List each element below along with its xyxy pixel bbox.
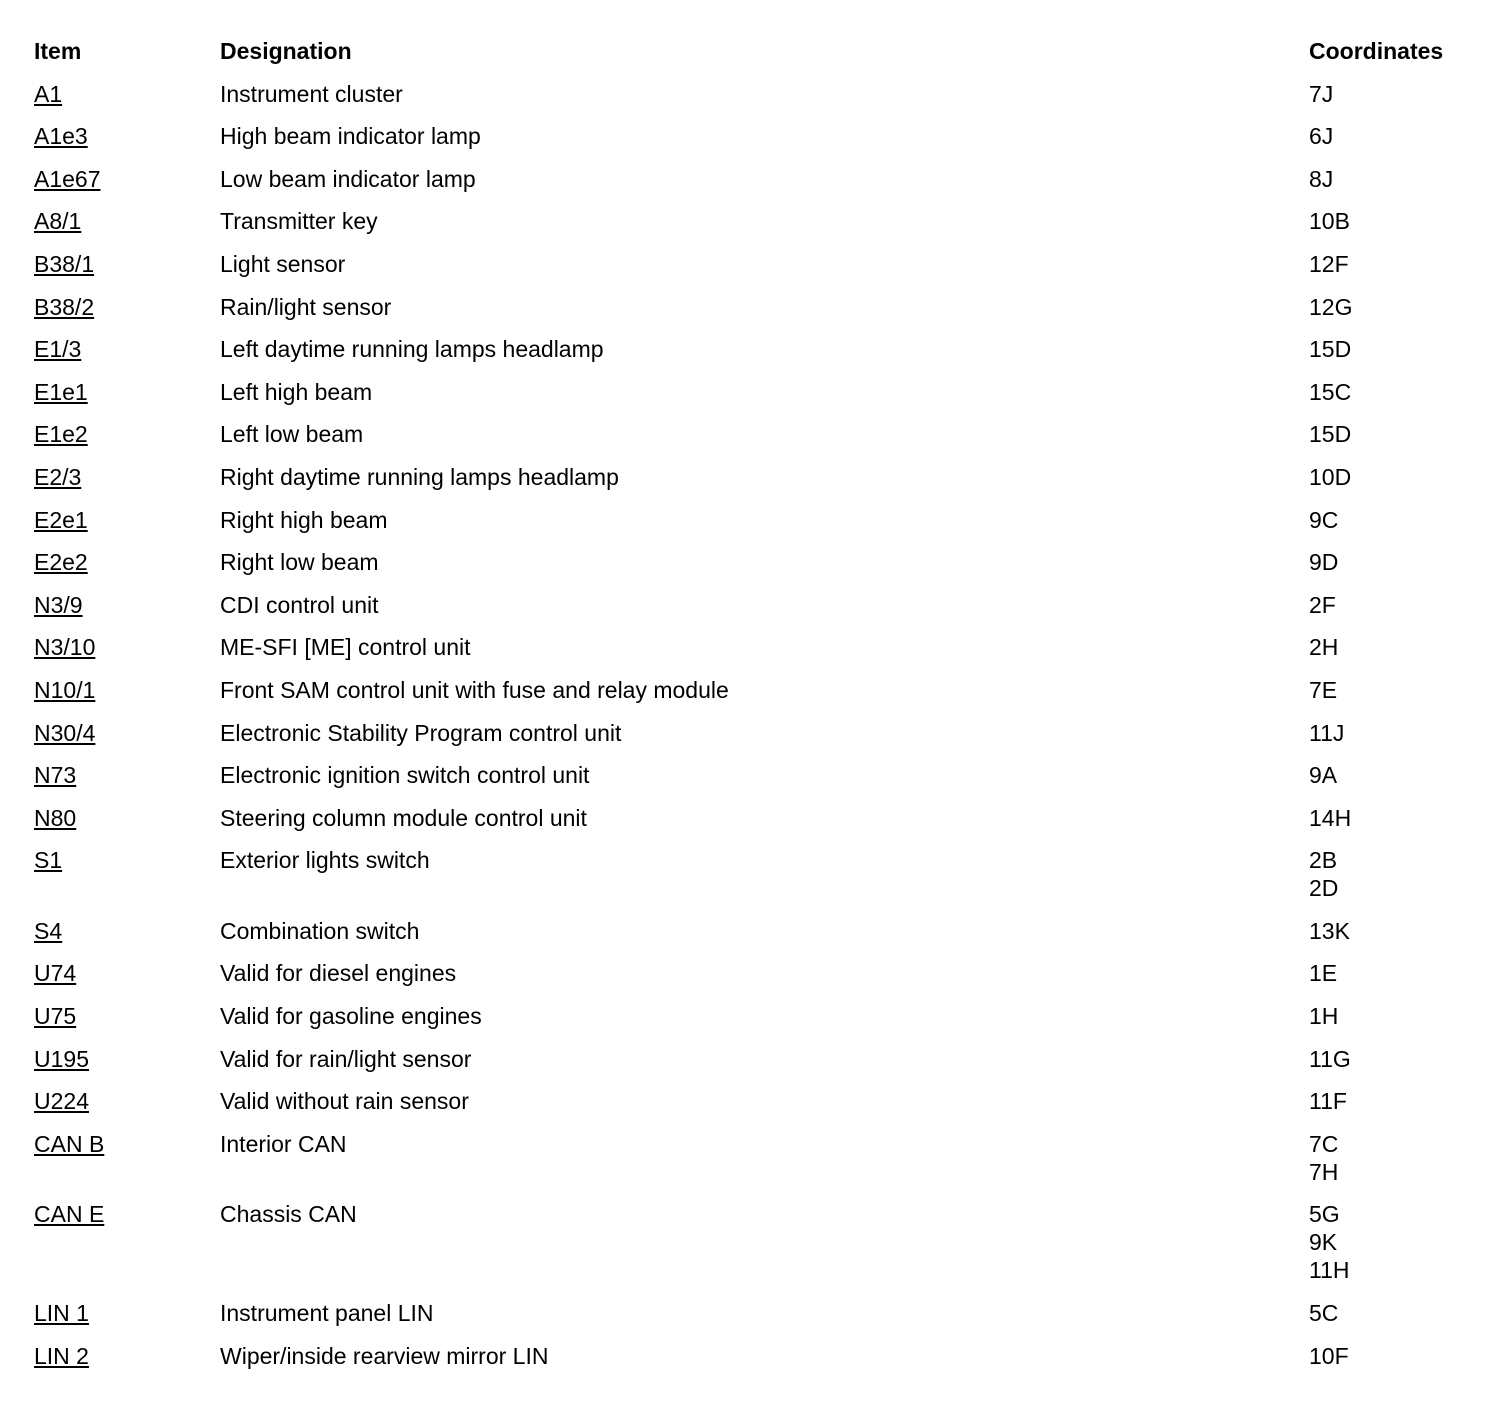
item-link[interactable]: A1	[34, 80, 63, 107]
coordinate-value: 2B	[1309, 847, 1338, 874]
coordinate-value: 15D	[1309, 421, 1352, 448]
item-cell	[34, 633, 220, 661]
table-row	[34, 165, 1474, 208]
table-row	[34, 917, 1474, 960]
coordinates-cell	[1309, 165, 1474, 193]
coordinate-value: 7C	[1309, 1130, 1339, 1157]
table-row	[34, 80, 1474, 123]
designation-cell: Left daytime running lamps headlamp	[220, 336, 604, 363]
coordinate-value: 9A	[1309, 762, 1338, 789]
designation-cell: Front SAM control unit with fuse and relay module	[220, 676, 729, 703]
coordinate-value: 7H	[1309, 1158, 1339, 1185]
table-row	[34, 804, 1474, 847]
item-link[interactable]: U195	[34, 1045, 89, 1072]
coordinate-value: 9C	[1309, 506, 1339, 533]
designation-cell: Left low beam	[220, 421, 364, 448]
table-row	[34, 335, 1474, 378]
item-link[interactable]: N30/4	[34, 719, 96, 746]
designation-cell: Right high beam	[220, 506, 388, 533]
table-row	[34, 506, 1474, 549]
coordinates-cell	[1309, 250, 1474, 278]
coordinates-cell	[1309, 1130, 1474, 1186]
item-cell	[34, 250, 220, 278]
designation-cell: Rain/light sensor	[220, 293, 392, 320]
item-link[interactable]: CAN E	[34, 1201, 105, 1228]
coordinate-value: 10D	[1309, 463, 1352, 490]
coordinate-value: 5C	[1309, 1300, 1339, 1327]
table-row	[34, 463, 1474, 506]
coordinates-cell	[1309, 1200, 1474, 1284]
item-link[interactable]: U74	[34, 960, 77, 987]
coordinates-cell	[1309, 719, 1474, 747]
item-cell	[34, 1299, 220, 1327]
coordinates-cell	[1309, 591, 1474, 619]
table-row	[34, 1200, 1474, 1299]
coordinates-cell	[1309, 804, 1474, 832]
table-row	[34, 1002, 1474, 1045]
item-cell	[34, 1087, 220, 1115]
table-row	[34, 1130, 1474, 1201]
table-row	[34, 250, 1474, 293]
coordinate-value: 10F	[1309, 1342, 1349, 1369]
item-link[interactable]: N80	[34, 804, 77, 831]
coordinate-value: 6J	[1309, 123, 1334, 150]
table-row	[34, 1045, 1474, 1088]
designation-cell: High beam indicator lamp	[220, 123, 481, 150]
coordinate-value: 2F	[1309, 591, 1336, 618]
table-row	[34, 420, 1474, 463]
item-cell	[34, 1002, 220, 1030]
coordinate-value: 2H	[1309, 634, 1339, 661]
item-cell	[34, 1200, 220, 1228]
item-cell	[34, 761, 220, 789]
coordinate-value: 15C	[1309, 378, 1352, 405]
item-link[interactable]: E1/3	[34, 336, 82, 363]
coordinates-cell	[1309, 1002, 1474, 1030]
designation-cell: Chassis CAN	[220, 1201, 357, 1228]
item-link[interactable]: N10/1	[34, 676, 96, 703]
coordinate-value: 12G	[1309, 293, 1353, 320]
item-cell	[34, 917, 220, 945]
coordinates-cell	[1309, 846, 1474, 902]
item-cell	[34, 207, 220, 235]
header-coordinates: Coordinates	[1309, 38, 1444, 64]
table-row	[34, 676, 1474, 719]
component-legend-table	[34, 37, 1474, 1384]
designation-cell: Right daytime running lamps headlamp	[220, 463, 619, 490]
designation-cell: Electronic Stability Program control unit	[220, 719, 622, 746]
designation-cell: Steering column module control unit	[220, 804, 587, 831]
designation-cell: Right low beam	[220, 549, 379, 576]
designation-cell: ME-SFI [ME] control unit	[220, 634, 471, 661]
item-link[interactable]: B38/2	[34, 293, 95, 320]
coordinates-cell	[1309, 1299, 1474, 1327]
designation-cell: Exterior lights switch	[220, 847, 430, 874]
designation-cell: Valid for diesel engines	[220, 960, 457, 987]
table-row	[34, 1087, 1474, 1130]
coordinates-cell	[1309, 506, 1474, 534]
designation-cell: Combination switch	[220, 917, 420, 944]
coordinate-value: 7J	[1309, 80, 1334, 107]
item-cell	[34, 293, 220, 321]
designation-cell: Light sensor	[220, 250, 346, 277]
coordinates-cell	[1309, 463, 1474, 491]
item-link[interactable]: CAN B	[34, 1130, 105, 1157]
coordinate-value: 11G	[1309, 1045, 1351, 1072]
item-cell	[34, 959, 220, 987]
coordinates-cell	[1309, 548, 1474, 576]
coordinate-value: 14H	[1309, 804, 1352, 831]
item-link[interactable]: N3/9	[34, 591, 83, 618]
designation-cell: Electronic ignition switch control unit	[220, 762, 590, 789]
coordinates-cell	[1309, 378, 1474, 406]
item-link[interactable]: U75	[34, 1003, 77, 1030]
item-link[interactable]: N3/10	[34, 634, 96, 661]
item-cell	[34, 548, 220, 576]
table-row	[34, 293, 1474, 336]
table-body	[34, 80, 1474, 1385]
coordinates-cell	[1309, 761, 1474, 789]
item-link[interactable]: E2e1	[34, 506, 88, 533]
item-link[interactable]: E2/3	[34, 463, 82, 490]
item-cell	[34, 591, 220, 619]
item-cell	[34, 719, 220, 747]
coordinates-cell	[1309, 420, 1474, 448]
item-cell	[34, 804, 220, 832]
designation-cell: Left high beam	[220, 378, 373, 405]
coordinates-cell	[1309, 676, 1474, 704]
coordinate-value: 2D	[1309, 875, 1339, 902]
item-link[interactable]: U224	[34, 1088, 89, 1115]
item-cell	[34, 122, 220, 150]
header-designation: Designation	[220, 38, 352, 64]
coordinate-value: 11J	[1309, 719, 1345, 746]
coordinate-value: 1E	[1309, 960, 1338, 987]
designation-cell: Low beam indicator lamp	[220, 165, 476, 192]
coordinate-value: 12F	[1309, 250, 1349, 277]
table-row	[34, 846, 1474, 917]
item-link[interactable]: B38/1	[34, 250, 95, 277]
table-row	[34, 591, 1474, 634]
item-cell	[34, 846, 220, 874]
table-row	[34, 207, 1474, 250]
item-cell	[34, 335, 220, 363]
item-link[interactable]: E1e2	[34, 421, 88, 448]
item-link[interactable]: S1	[34, 847, 63, 874]
designation-cell: Wiper/inside rearview mirror LIN	[220, 1342, 549, 1369]
designation-cell: Instrument panel LIN	[220, 1300, 434, 1327]
table-row	[34, 959, 1474, 1002]
coordinates-cell	[1309, 959, 1474, 987]
coordinates-cell	[1309, 1342, 1474, 1370]
designation-cell: Valid for gasoline engines	[220, 1003, 482, 1030]
coordinate-value: 7E	[1309, 676, 1338, 703]
coordinates-cell	[1309, 1087, 1474, 1115]
table-row	[34, 761, 1474, 804]
table-row	[34, 1342, 1474, 1385]
coordinate-value: 1H	[1309, 1003, 1339, 1030]
item-cell	[34, 1342, 220, 1370]
item-link[interactable]: LIN 1	[34, 1300, 89, 1327]
designation-cell: Valid without rain sensor	[220, 1088, 469, 1115]
item-cell	[34, 1130, 220, 1158]
coordinate-value: 15D	[1309, 336, 1352, 363]
table-row	[34, 122, 1474, 165]
coordinate-value: 11F	[1309, 1088, 1347, 1115]
item-cell	[34, 676, 220, 704]
table-row	[34, 378, 1474, 421]
coordinates-cell	[1309, 207, 1474, 235]
table-row	[34, 548, 1474, 591]
item-link[interactable]: A1e67	[34, 165, 101, 192]
item-link[interactable]: E2e2	[34, 549, 88, 576]
item-link[interactable]: E1e1	[34, 378, 88, 405]
coordinate-value: 11H	[1309, 1257, 1350, 1284]
header-item: Item	[34, 38, 82, 64]
item-link[interactable]: A8/1	[34, 208, 82, 235]
coordinates-cell	[1309, 80, 1474, 108]
item-cell	[34, 378, 220, 406]
item-cell	[34, 165, 220, 193]
coordinate-value: 9K	[1309, 1229, 1338, 1256]
item-link[interactable]: S4	[34, 917, 63, 944]
item-cell	[34, 80, 220, 108]
coordinate-value: 10B	[1309, 208, 1350, 235]
item-cell	[34, 463, 220, 491]
coordinate-value: 9D	[1309, 549, 1339, 576]
table-row	[34, 633, 1474, 676]
item-link[interactable]: A1e3	[34, 123, 88, 150]
item-cell	[34, 506, 220, 534]
coordinate-value: 13K	[1309, 917, 1350, 944]
item-link[interactable]: N73	[34, 762, 77, 789]
coordinates-cell	[1309, 917, 1474, 945]
coordinate-value: 8J	[1309, 165, 1334, 192]
table-row	[34, 1299, 1474, 1342]
designation-cell: Transmitter key	[220, 208, 378, 235]
coordinates-cell	[1309, 122, 1474, 150]
coordinates-cell	[1309, 1045, 1474, 1073]
designation-cell: Valid for rain/light sensor	[220, 1045, 472, 1072]
coordinates-cell	[1309, 633, 1474, 661]
coordinates-cell	[1309, 293, 1474, 321]
table-header	[34, 37, 1474, 80]
item-cell	[34, 420, 220, 448]
coordinate-value: 5G	[1309, 1201, 1340, 1228]
designation-cell: Interior CAN	[220, 1130, 347, 1157]
table-row	[34, 719, 1474, 762]
item-cell	[34, 1045, 220, 1073]
coordinates-cell	[1309, 335, 1474, 363]
designation-cell: CDI control unit	[220, 591, 379, 618]
item-link[interactable]: LIN 2	[34, 1342, 89, 1369]
designation-cell: Instrument cluster	[220, 80, 403, 107]
